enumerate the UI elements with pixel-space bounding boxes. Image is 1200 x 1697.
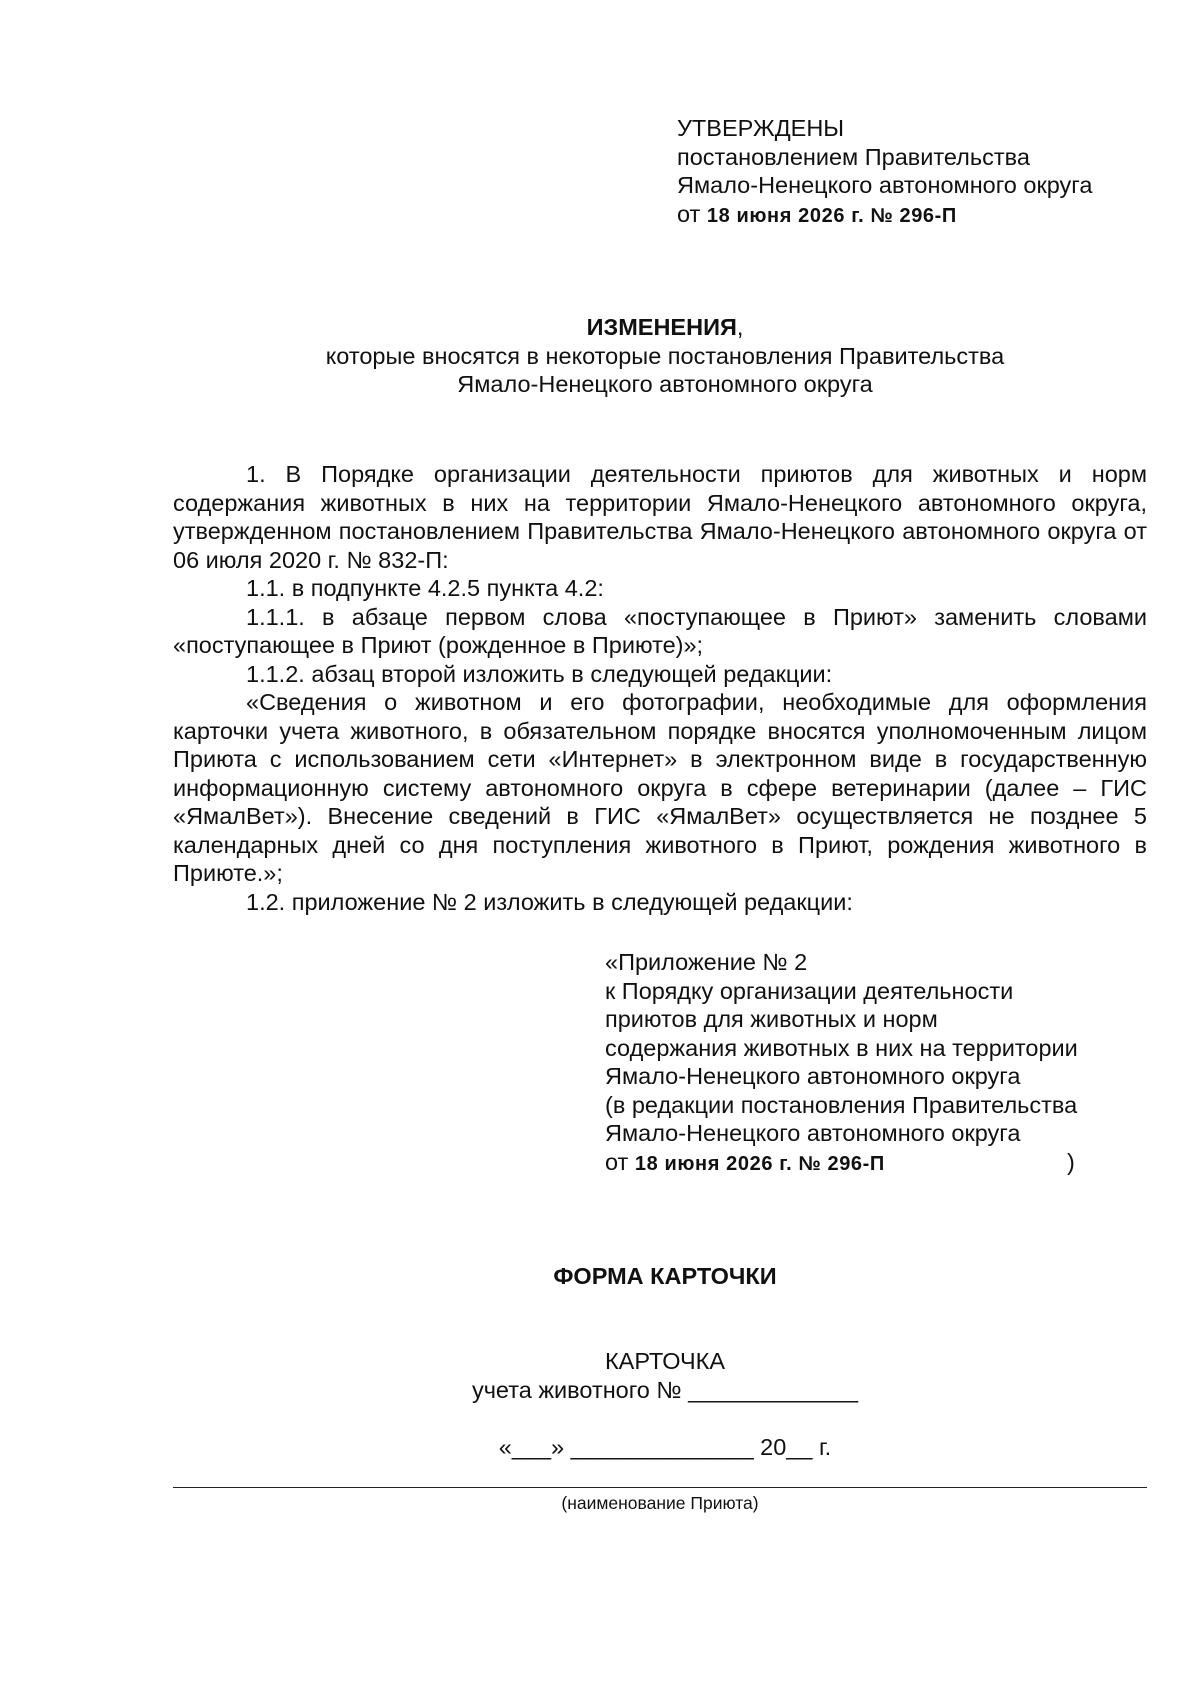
changes-title-block [170,313,1160,399]
appendix-heading: «Приложение № 2 [605,949,808,975]
shelter-name-caption: (наименование Приюта) [561,1493,759,1513]
shelter-name-underline [173,1487,1147,1488]
appendix-close-paren: ) [1067,1148,1075,1175]
appendix-line-3: содержания животных в них на территории [605,1034,1078,1061]
approval-line-2: Ямало-Ненецкого автономного округа [677,172,1093,198]
approval-date-stamp: 18 июня 2026 г. № 296-П [706,204,957,227]
changes-title-comma: , [736,314,744,340]
appendix-line-4: Ямало-Ненецкого автономного округа [605,1063,1021,1089]
appendix-line-1: к Порядку организации деятельности [605,977,1014,1004]
paragraph-1-2: 1.2. приложение № 2 изложить в следующей редакции: [246,888,853,915]
appendix-line-2: приютов для животных и норм [605,1006,938,1032]
card-title: КАРТОЧКА [604,1348,726,1374]
paragraph-1: 1. В Порядке организации деятельности приютов для животных и норм содержания животных в них на территории Ямало-Ненецкого автономного округа, утвержденном постановлением Правительства Ямало-Ненецкого автономного округа от 06 июля 2020 г. № 832-П: [173,461,1147,573]
appendix-block [605,948,1165,1178]
paragraph-quote: «Сведения о животном и его фотографии, необходимые для оформления карточки учета животного, в обязательном порядке вносятся уполномоченным лицом Приюта с использованием сети «Интернет» в электронном виде в государственную информационную систему автономного округа в сфере ветеринарии (далее – ГИС «ЯмалВет»). Внесение сведений в ГИС «ЯмалВет» осуществляется не позднее 5 календарных дней со дня поступления животного в Приют, рождения животного в Приюте.»; [173,689,1147,886]
paragraph-1-1: 1.1. в подпункте 4.2.5 пункта 4.2: [246,575,604,601]
approval-heading: УТВЕРЖДЕНЫ [677,115,845,141]
approval-ot: от [677,200,701,227]
appendix-date-line [605,1148,1165,1179]
card-number-line: учета животного № _____________ [471,1377,859,1403]
body-text [173,460,1147,916]
card-date-line: «___» ______________ 20__ г. [498,1434,832,1460]
form-title: ФОРМА КАРТОЧКИ [553,1263,777,1289]
approval-date-line [677,200,1147,231]
approval-line-1: постановлением Правительства [677,143,1030,170]
changes-subtitle-line-1: которые вносятся в некоторые постановления Правительства [325,342,1005,369]
changes-title [170,313,1160,342]
appendix-date-stamp: 18 июня 2026 г. № 296-П [634,1152,885,1175]
paragraph-1-1-1: 1.1.1. в абзаце первом слова «поступающее в Приют» заменить словами «поступающее в Приют (рожденное в Приюте)»; [173,603,1147,658]
changes-subtitle-line-2: Ямало-Ненецкого автономного округа [457,371,873,397]
paragraph-1-1-2: 1.1.2. абзац второй изложить в следующей редакции: [246,660,833,687]
appendix-line-5: (в редакции постановления Правительства [605,1091,1078,1118]
changes-title-main: ИЗМЕНЕНИЯ [586,314,737,340]
approval-block [677,114,1147,230]
appendix-ot: от [605,1148,629,1175]
appendix-line-6: Ямало-Ненецкого автономного округа [605,1120,1021,1146]
